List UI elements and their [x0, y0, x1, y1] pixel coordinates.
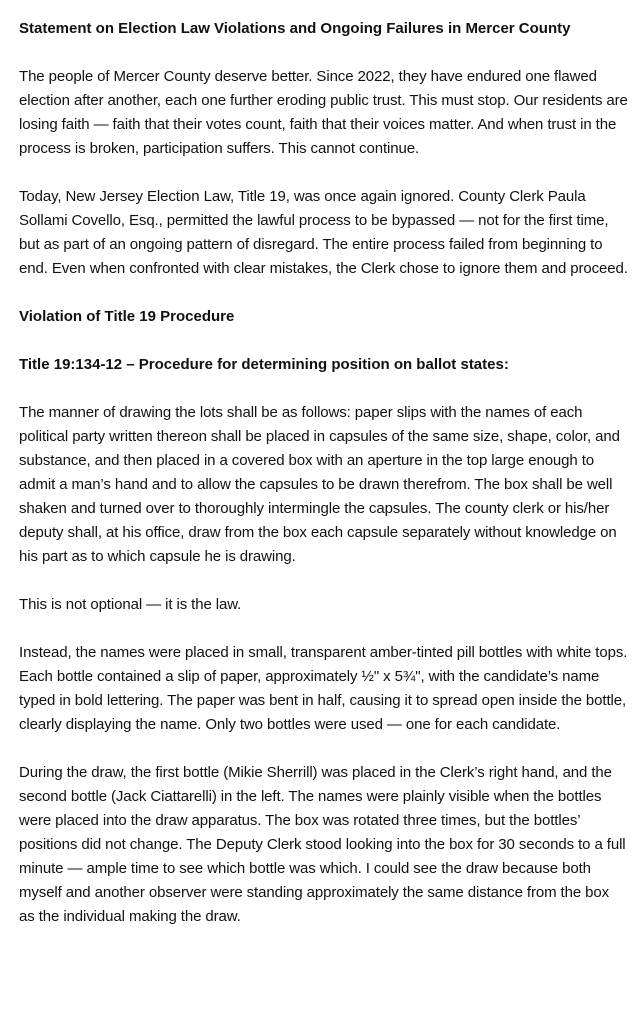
- paragraph-draw: During the draw, the first bottle (Mikie Sherrill) was placed in the Clerk’s right hand, and the second bottle (Jack Ciattarelli) in the left. The names were plainly visible when the bottles were placed into the draw apparatus. The box was rotated three times, but the bottles’ positions did not change. The Deputy Clerk stood looking into the box for 30 seconds to a full minute — ample time to see which bottle was which. I could see the draw because both myself and another observer were standing approximately the same distance from the box as the individual making the draw.: [19, 764, 626, 925]
- paragraph-intro-2: Today, New Jersey Election Law, Title 19, was once again ignored. County Clerk Paula Sollami Covello, Esq., permitted the lawful process to be bypassed — not for the first time, but as part of an ongoing pattern of disregard. The entire process failed from beginning to end. Even when confronted with clear mistakes, the Clerk chose to ignore them and proceed.: [19, 188, 628, 277]
- paragraph-statute-text: The manner of drawing the lots shall be as follows: paper slips with the names of each political party written thereon shall be placed in capsules of the same size, shape, color, and substance, and then placed in a covered box with an aperture in the top large enough to admit a man’s hand and to allow the capsules to be drawn therefrom. The box shall be well shaken and turned over to thoroughly intermingle the capsules. The county clerk or his/her deputy shall, at his office, draw from the box each capsule separately without knowledge on his part as to which capsule he is drawing.: [19, 404, 620, 565]
- paragraph-bottles: Instead, the names were placed in small, transparent amber-tinted pill bottles with white tops. Each bottle contained a slip of paper, approximately ½" x 5¾", with the candidate’s name typed in bold lettering. The paper was bent in half, causing it to spread open inside the bottle, clearly displaying the name. Only two bottles were used — one for each candidate.: [19, 644, 628, 733]
- paragraph-law-statement: This is not optional — it is the law.: [19, 596, 242, 613]
- statute-heading: Title 19:134-12 – Procedure for determining position on ballot states:: [19, 356, 509, 373]
- paragraph-intro-1: The people of Mercer County deserve better. Since 2022, they have endured one flawed election after another, each one further eroding public trust. This must stop. Our residents are losing faith — faith that their votes count, faith that their voices matter. And when trust in the process is broken, participation suffers. This cannot continue.: [19, 68, 628, 157]
- section-heading: Violation of Title 19 Procedure: [19, 308, 235, 325]
- document-title: Statement on Election Law Violations and Ongoing Failures in Mercer County: [19, 20, 571, 37]
